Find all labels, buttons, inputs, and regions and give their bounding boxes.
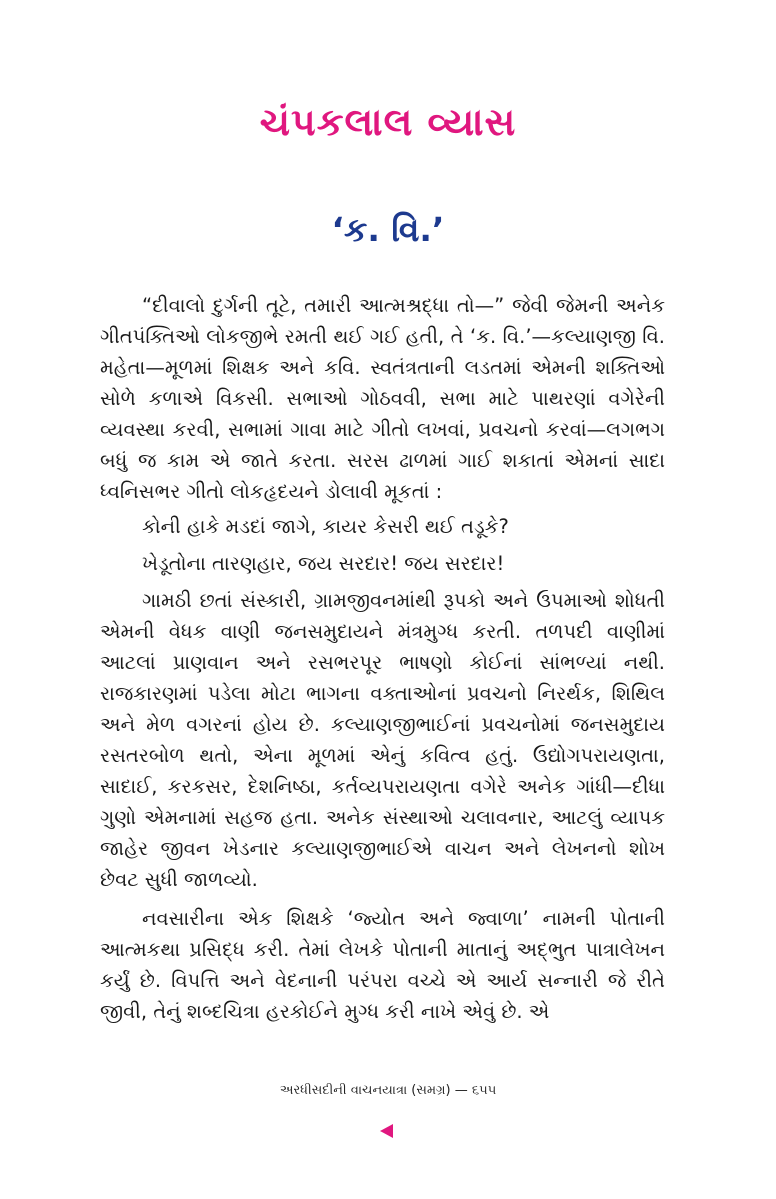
verse-line-1: કોની હાકે મડદાં જાગે, કાયર કેસરી થઈ તડૂકે? [142, 515, 509, 538]
page-footer: અરધીસદીની વાચનયાત્રા (સમગ્ર) — ૬૫૫ [279, 1083, 497, 1098]
body-text [100, 290, 665, 1035]
chapter-subtitle: ‘ક. વિ.’ [331, 210, 445, 249]
paragraph-2: ગામઠી છતાં સંસ્કારી, ગ્રામજીવનમાંથી રૂપકો અને ઉપમાઓ શોધતી એમની વેધક વાણી જનસમુદાયને મંત્રમુગ્ધ કરતી. તળપદી વાણીમાં આટલાં પ્રાણવાન અને રસભરપૂર ભાષણો કોઈનાં સાંભળ્યાં નથી. રાજકારણમાં પડેલા મોટા ભાગના વક્તાઓનાં પ્રવચનો નિરર્થક, શિથિલ અને મેળ વગરનાં હોય છે. કલ્યાણજીભાઈનાં પ્રવચનોમાં જનસમુદાય રસતરબોળ થતો, એના મૂળમાં એનું કવિત્વ હતું. ઉદ્યોગપરાયણતા, સાદાઈ, કરકસર, દેશનિષ્ઠા, કર્તવ્યપરાયણતા વગેરે અનેક ગાંધી—દીધા ગુણો એમનામાં સહજ હતા. અનેક સંસ્થાઓ ચલાવનાર, આટલું વ્યાપક જાહેર જીવન ખેડનાર કલ્યાણજીભાઈએ વાચન અને લેખનનો શોખ છેવટ સુધી જાળવ્યો. [100, 589, 665, 891]
verse-line-2: ખેડૂતોના તારણહાર, જય સરદાર! જય સરદાર! [142, 552, 505, 575]
prev-page-arrow-icon[interactable] [380, 1124, 393, 1138]
paragraph-3: નવસારીના એક શિક્ષકે ‘જ્યોત અને જ્વાળા’ નામની પોતાની આત્મકથા પ્રસિદ્ધ કરી. તેમાં લેખકે પોતાની માતાનું અદ્‌ભુત પાત્રાલેખન કર્યું છે. વિપત્તિ અને વેદનાની પરંપરા વચ્ચે એ આર્ય સન્નારી જે રીતે જીવી, તેનું શબ્દચિત્રા હરકોઈને મુગ્ધ કરી નાખે એવું છે. એ [100, 907, 665, 1023]
paragraph-1: “દીવાલો દુર્ગની તૂટે, તમારી આત્મશ્રદ્ધા તો—” જેવી જેમની અનેક ગીતપંક્તિઓ લોકજીભે રમતી થઈ ગઈ હતી, તે ‘ક. વિ.’—કલ્યાણજી વિ. મહેતા—મૂળમાં શિક્ષક અને કવિ. સ્વતંત્રતાની લડતમાં એમની શક્તિઓ સોળે કળાએ વિકસી. સભાઓ ગોઠવવી, સભા માટે પાથરણાં વગેરેની વ્યવસ્થા કરવી, સભામાં ગાવા માટે ગીતો લખવાં, પ્રવચનો કરવાં—લગભગ બધું જ કામ એ જાતે કરતા. સરસ ઢાળમાં ગાઈ શકાતાં એમનાં સાદા ધ્વનિસભર ગીતો લોકહૃદયને ડોલાવી મૂકતાં : [100, 294, 665, 503]
chapter-author-title: ચંપકલાલ વ્યાસ [259, 100, 517, 144]
